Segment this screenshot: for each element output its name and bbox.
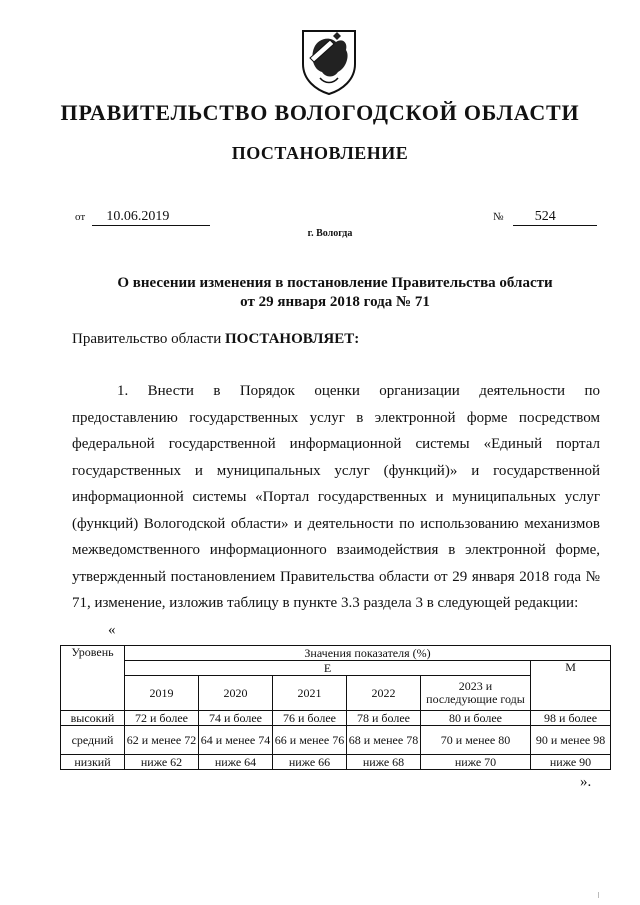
- table-row: [61, 726, 611, 755]
- coat-of-arms-icon: [300, 28, 358, 96]
- table-header-group-m: М: [531, 661, 611, 711]
- table-row: [61, 711, 611, 726]
- table-cell-level: средний: [61, 726, 125, 755]
- table-cell: 78 и более: [347, 711, 421, 726]
- scan-mark: [598, 892, 599, 898]
- table-cell: 80 и более: [421, 711, 531, 726]
- table-cell: 62 и менее 72: [125, 726, 199, 755]
- document-subject: [60, 274, 610, 312]
- table-cell: 68 и менее 78: [347, 726, 421, 755]
- table-cell: ниже 66: [273, 755, 347, 770]
- quote-close: ».: [580, 774, 592, 790]
- table-cell: 90 и менее 98: [531, 726, 611, 755]
- decree-line: [72, 331, 359, 348]
- number-label: №: [493, 211, 504, 223]
- decree-prefix: Правительство области: [72, 331, 222, 347]
- table-cell: 74 и более: [199, 711, 273, 726]
- number-value: 524: [513, 209, 597, 226]
- table-cell: ниже 62: [125, 755, 199, 770]
- table-header-year: 2023 и последующие годы: [421, 676, 531, 711]
- table-cell-level: низкий: [61, 755, 125, 770]
- number-line: [493, 208, 597, 226]
- table-cell: 98 и более: [531, 711, 611, 726]
- organization-title: ПРАВИТЕЛЬСТВО ВОЛОГОДСКОЙ ОБЛАСТИ: [60, 100, 580, 125]
- table-cell-level: высокий: [61, 711, 125, 726]
- table-cell: 66 и менее 76: [273, 726, 347, 755]
- table-cell: 72 и более: [125, 711, 199, 726]
- table-header-year: 2022: [347, 676, 421, 711]
- date-line: [75, 208, 210, 226]
- table-cell: 64 и менее 74: [199, 726, 273, 755]
- table-header-year: 2019: [125, 676, 199, 711]
- city: г. Вологда: [307, 228, 353, 239]
- decree-keyword: ПОСТАНОВЛЯЕТ:: [224, 331, 360, 347]
- table-cell: ниже 64: [199, 755, 273, 770]
- table-header-year: 2020: [199, 676, 273, 711]
- date-label: от: [75, 211, 86, 223]
- table-cell: 70 и менее 80: [421, 726, 531, 755]
- subject-line-1: О внесении изменения в постановление Правительства области: [117, 275, 553, 291]
- table-row: [61, 755, 611, 770]
- table-cell: 76 и более: [273, 711, 347, 726]
- document-type: ПОСТАНОВЛЕНИЕ: [231, 143, 409, 163]
- table-header-year: 2021: [273, 676, 347, 711]
- table-cell: ниже 90: [531, 755, 611, 770]
- quote-open: «: [108, 622, 116, 638]
- table-header-level: Уровень: [61, 646, 125, 711]
- indicator-table: [60, 645, 611, 770]
- subject-line-2: от 29 января 2018 года № 71: [240, 294, 430, 310]
- table-header-values: Значения показателя (%): [125, 646, 611, 661]
- table-cell: ниже 70: [421, 755, 531, 770]
- table-header-group-e: Е: [125, 661, 531, 676]
- date-value: 10.06.2019: [92, 209, 210, 226]
- table-cell: ниже 68: [347, 755, 421, 770]
- body-paragraph: 1. Внести в Порядок оценки организации деятельности по предоставлению государственных услуг в электронной форме посредством федеральной государственной информационной системы «Единый портал государственных и муниципальных услуг (функций)» и государственной информационной системы «Портал государственных и муниципальных услуг (функций) Вологодской области» и деятельности по использованию механизмов межведомственного информационного взаимодействия в электронной форме, утвержденный постановлением Правительства области от 29 января 2018 года № 71, изменение, изложив таблицу в пункте 3.3 раздела 3 в следующей редакции:: [72, 383, 600, 611]
